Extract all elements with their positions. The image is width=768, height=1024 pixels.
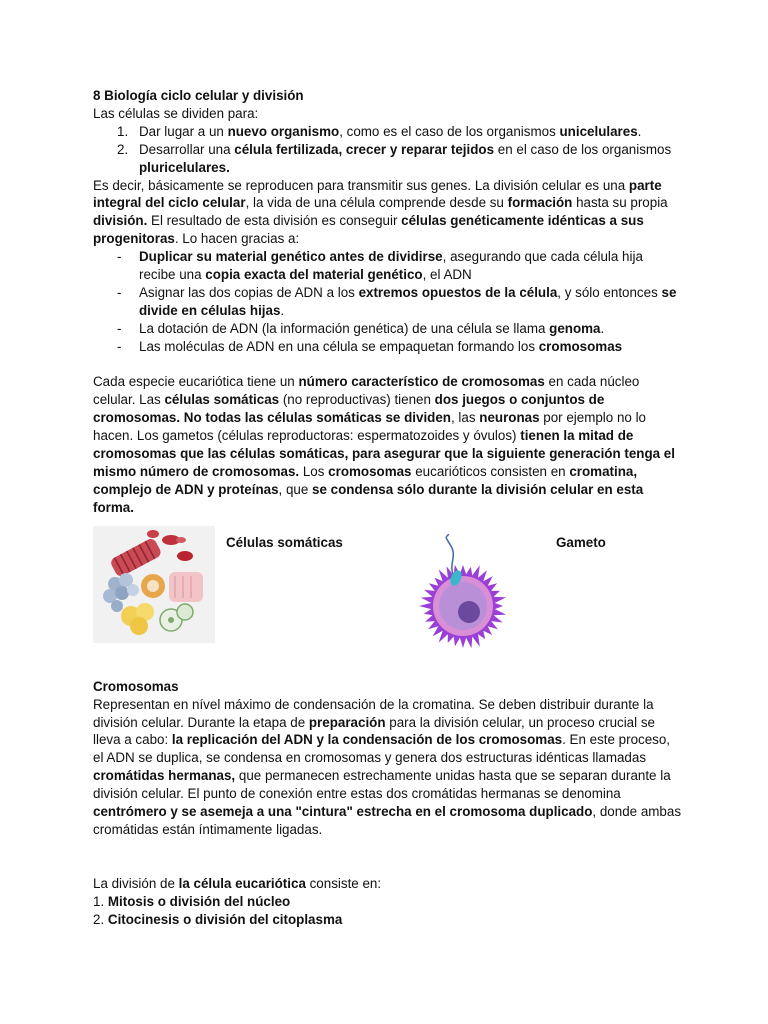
bold-run: tienen la mitad de cromosomas que las células somáticas, para asegurar que la siguiente generación tenga el mismo número de cromosomas. bbox=[93, 428, 675, 480]
text-run: eucarióticos consisten en bbox=[411, 464, 570, 480]
bold-run: Mitosis o división del núcleo bbox=[107, 893, 291, 909]
text-run: . bbox=[280, 302, 285, 318]
chromosomes-heading: Cromosomas bbox=[93, 678, 179, 694]
list-dash: - bbox=[117, 320, 122, 336]
bold-run: se divide en células hijas bbox=[139, 284, 677, 318]
bold-run: células somáticas bbox=[164, 392, 280, 408]
phase-item-cytokinesis bbox=[93, 911, 683, 929]
text-run: Asignar las dos copias de ADN a los bbox=[139, 284, 359, 300]
reasons-list bbox=[93, 123, 683, 177]
list-item bbox=[117, 284, 683, 320]
bold-run: la célula eucariótica bbox=[178, 875, 306, 891]
document-content bbox=[93, 87, 683, 928]
bold-run: neuronas bbox=[479, 410, 540, 426]
phase-item-mitosis bbox=[93, 893, 683, 911]
text-run: . Lo hacen gracias a: bbox=[174, 231, 300, 247]
list-item bbox=[117, 123, 683, 141]
gamete-caption: Gameto bbox=[556, 534, 606, 550]
text-run: . bbox=[600, 320, 605, 336]
list-dash: - bbox=[117, 249, 122, 265]
text-run: La dotación de ADN (la información genética) de una célula se llama bbox=[139, 320, 550, 336]
bold-run: extremos opuestos de la célula bbox=[358, 284, 558, 300]
spacer bbox=[93, 839, 683, 875]
gamete-illustration bbox=[409, 534, 517, 648]
text-run: . En este proceso, el ADN se duplica, se condensa en cromosomas y genera dos estructuras idénticas llamadas bbox=[93, 732, 671, 766]
list-number: 1. bbox=[93, 893, 105, 909]
text-run: (no reproductivas) tienen bbox=[279, 392, 435, 408]
bold-run: nuevo organismo bbox=[227, 123, 340, 139]
bold-run: cromatina, complejo de ADN y proteínas bbox=[93, 464, 638, 497]
text-run: La división de bbox=[93, 875, 179, 891]
text-run: por ejemplo no lo hacen. Los gametos (células reproductoras: espermatozoides y óvulos) bbox=[93, 410, 646, 444]
text-run: Cada especie eucariótica tiene un bbox=[93, 374, 299, 390]
paragraph-eukaryotic-division bbox=[93, 875, 683, 893]
text-run: , asegurando que cada célula hija recibe una bbox=[139, 249, 643, 283]
bold-run: número característico de cromosomas bbox=[298, 374, 545, 390]
mechanisms-list bbox=[93, 248, 683, 355]
text-run: en cada núcleo celular. Las bbox=[93, 374, 640, 408]
list-number: 2. bbox=[117, 141, 129, 157]
bold-run: división. bbox=[93, 213, 148, 229]
text-run: , las bbox=[450, 410, 480, 426]
text-run: en el caso de los organismos bbox=[494, 141, 672, 157]
bold-run: dos juegos o conjuntos de cromosomas. No todas las células somáticas se dividen bbox=[93, 392, 605, 426]
paragraph-cell-division bbox=[93, 177, 683, 249]
text-run: que permanecen estrechamente unidas hasta que se separan durante la división celular. El punto de conexión entre estas dos cromátidas hermanas se denomina bbox=[93, 768, 671, 802]
bold-run: se condensa sólo durante la división celular en esta forma. bbox=[93, 481, 644, 515]
list-item bbox=[117, 141, 683, 177]
text-run: , que bbox=[278, 481, 313, 497]
text-run: consiste en: bbox=[305, 875, 382, 891]
bold-run: Duplicar su material genético antes de dividirse bbox=[139, 249, 443, 265]
text-run: Es decir, básicamente se reproducen para transmitir sus genes. La división celular es una bbox=[93, 177, 629, 193]
list-number: 1. bbox=[117, 123, 129, 139]
text-run: para la división celular, un proceso crucial se lleva a cabo: bbox=[93, 714, 655, 748]
bold-run: genoma bbox=[549, 320, 601, 336]
bold-run: células genéticamente idénticas a sus progenitoras bbox=[93, 213, 644, 247]
intro-line: Las células se dividen para: bbox=[93, 105, 259, 121]
bold-run: pluricelulares. bbox=[139, 159, 230, 175]
list-dash: - bbox=[117, 284, 122, 300]
bold-run: la replicación del ADN y la condensación de los cromosomas bbox=[171, 732, 563, 748]
text-run: hasta su propia bbox=[572, 195, 668, 211]
paragraph-chromosome-number bbox=[93, 373, 683, 516]
somatic-cells-illustration bbox=[93, 526, 215, 643]
bold-run: cromosomas bbox=[328, 464, 412, 480]
bold-run: cromátidas hermanas, bbox=[93, 768, 236, 784]
text-run: Dar lugar a un bbox=[139, 123, 228, 139]
bold-run: centrómero y se asemeja a una "cintura" estrecha en el cromosoma duplicado bbox=[93, 804, 593, 820]
gamete-image bbox=[409, 534, 517, 648]
list-dash: - bbox=[117, 338, 122, 354]
text-run: Representan en nível máximo de condensación de la cromatina. Se deben distribuir durante la división celular. Durante la etapa de bbox=[93, 696, 654, 730]
list-item bbox=[117, 320, 683, 338]
bold-run: formación bbox=[507, 195, 573, 211]
bold-run: preparación bbox=[308, 714, 386, 730]
bold-run: parte integral del ciclo celular bbox=[93, 177, 662, 211]
egg-nucleus bbox=[458, 601, 480, 623]
bold-run: célula fertilizada, crecer y reparar tejidos bbox=[234, 141, 495, 157]
somatic-cells-caption: Células somáticas bbox=[226, 534, 343, 550]
paragraph-chromosomes bbox=[93, 696, 683, 839]
text-run: , y sólo entonces bbox=[557, 284, 662, 300]
bold-run: cromosomas bbox=[538, 338, 623, 354]
list-item bbox=[117, 338, 683, 356]
text-run: , como es el caso de los organismos bbox=[339, 123, 560, 139]
bold-run: copia exacta del material genético bbox=[205, 267, 423, 283]
list-number: 2. bbox=[93, 911, 105, 927]
text-run: El resultado de esta división es conseguir bbox=[147, 213, 402, 229]
text-run: Las moléculas de ADN en una célula se empaquetan formando los bbox=[139, 338, 539, 354]
bold-run: Citocinesis o división del citoplasma bbox=[107, 911, 343, 927]
somatic-cells-image bbox=[93, 526, 215, 643]
text-run: , el ADN bbox=[422, 267, 472, 283]
figure-row bbox=[93, 526, 683, 678]
text-run: Desarrollar una bbox=[139, 141, 235, 157]
text-run: Los bbox=[299, 464, 329, 480]
spacer bbox=[93, 356, 683, 374]
text-run: . bbox=[637, 123, 642, 139]
text-run: , donde ambas cromátidas están íntimamente ligadas. bbox=[93, 804, 682, 837]
text-run: , la vida de una célula comprende desde su bbox=[245, 195, 508, 211]
document-title: 8 Biología ciclo celular y división bbox=[93, 88, 304, 103]
list-item bbox=[117, 248, 683, 284]
bold-run: unicelulares bbox=[559, 123, 638, 139]
